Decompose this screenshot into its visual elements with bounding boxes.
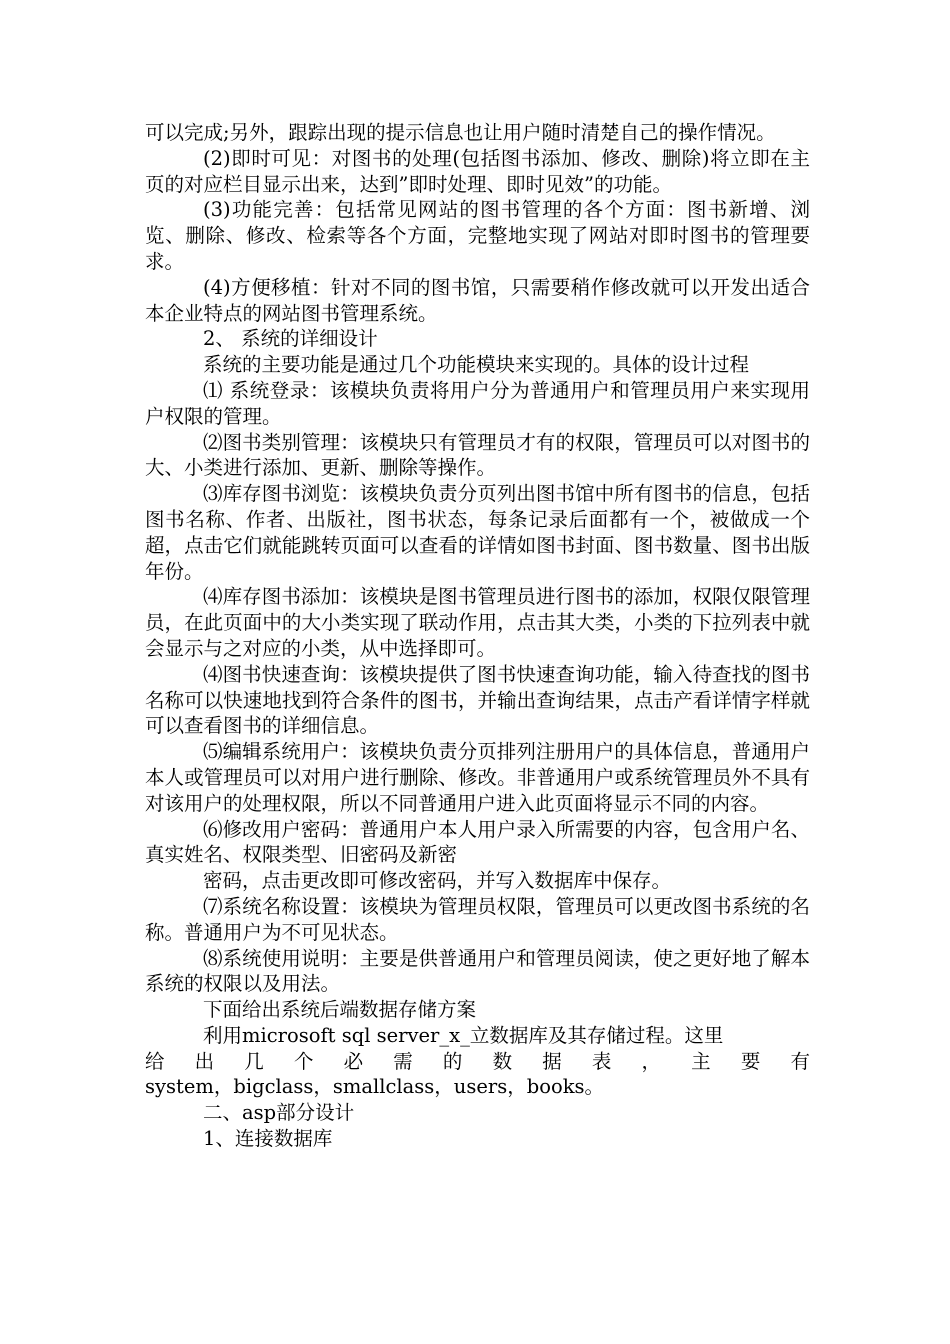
paragraph: ⑷图书快速查询：该模块提供了图书快速查询功能，输入待查找的图书名称可以快速地找到符合条件的图书，并输出查询结果，点击产看详情字样就可以查看图书的详细信息。 — [145, 662, 810, 738]
paragraph: ⑴ 系统登录：该模块负责将用户分为普通用户和管理员用户来实现用户权限的管理。 — [145, 378, 810, 428]
paragraph: 可以完成;另外，跟踪出现的提示信息也让用户随时清楚自己的操作情况。 — [145, 121, 776, 144]
paragraph: 利用microsoft sql server_x_立数据库及其存储过程。这里 — [203, 1023, 724, 1047]
paragraph: ⑺系统名称设置：该模块为管理员权限，管理员可以更改图书系统的名称。普通用户为不可见状态。 — [145, 894, 810, 944]
paragraph: system，bigclass，smallclass，users，books。 — [145, 1075, 605, 1099]
paragraph: 系统的主要功能是通过几个功能模块来实现的。具体的设计过程 — [203, 353, 750, 377]
paragraph: (2)即时可见：对图书的处理(包括图书添加、修改、删除)将立即在主页的对应栏目显示出来，达到”即时处理、即时见效”的功能。 — [145, 146, 810, 196]
paragraph: ⑹修改用户密码：普通用户本人用户录入所需要的内容，包含用户名、真实姓名、权限类型、旧密码及新密 — [145, 817, 810, 867]
section-heading: 二、asp部分设计 — [203, 1101, 355, 1125]
document-body — [145, 120, 810, 1152]
paragraph: ⑷库存图书添加：该模块是图书管理员进行图书的添加，权限仅限管理员，在此页面中的大小类实现了联动作用，点击其大类，小类的下拉列表中就会显示与之对应的小类，从中选择即可。 — [145, 585, 810, 660]
section-heading: 1、连接数据库 — [203, 1127, 333, 1151]
paragraph: ⑵图书类别管理：该模块只有管理员才有的权限，管理员可以对图书的大、小类进行添加、更新、删除等操作。 — [145, 430, 810, 480]
paragraph: (4)方便移植：针对不同的图书馆，只需要稍作修改就可以开发出适合本企业特点的网站图书管理系统。 — [145, 275, 810, 325]
paragraph: (3)功能完善：包括常见网站的图书管理的各个方面：图书新增、浏览、删除、修改、检索等各个方面，完整地实现了网站对即时图书的管理要求。 — [145, 198, 810, 273]
paragraph: 给 出 几 个 必 需 的 数 据 表 ， 主 要 有 — [145, 1049, 810, 1073]
paragraph: 下面给出系统后端数据存储方案 — [203, 998, 477, 1022]
section-heading: 2、 系统的详细设计 — [203, 327, 378, 351]
paragraph: ⑸编辑系统用户：该模块负责分页排列注册用户的具体信息，普通用户本人或管理员可以对用户进行删除、修改。非普通用户或系统管理员外不具有对该用户的处理权限，所以不同普通用户进入此页面将显示不同的内容。 — [145, 740, 810, 815]
paragraph: ⑶库存图书浏览：该模块负责分页列出图书馆中所有图书的信息，包括图书名称、作者、出版社，图书状态，每条记录后面都有一个，被做成一个超，点击它们就能跳转页面可以查看的详情如图书封面、图书数量、图书出版年份。 — [145, 482, 810, 583]
paragraph: ⑻系统使用说明：主要是供普通用户和管理员阅读，使之更好地了解本系统的权限以及用法。 — [145, 946, 810, 996]
paragraph: 密码，点击更改即可修改密码，并写入数据库中保存。 — [203, 869, 672, 893]
